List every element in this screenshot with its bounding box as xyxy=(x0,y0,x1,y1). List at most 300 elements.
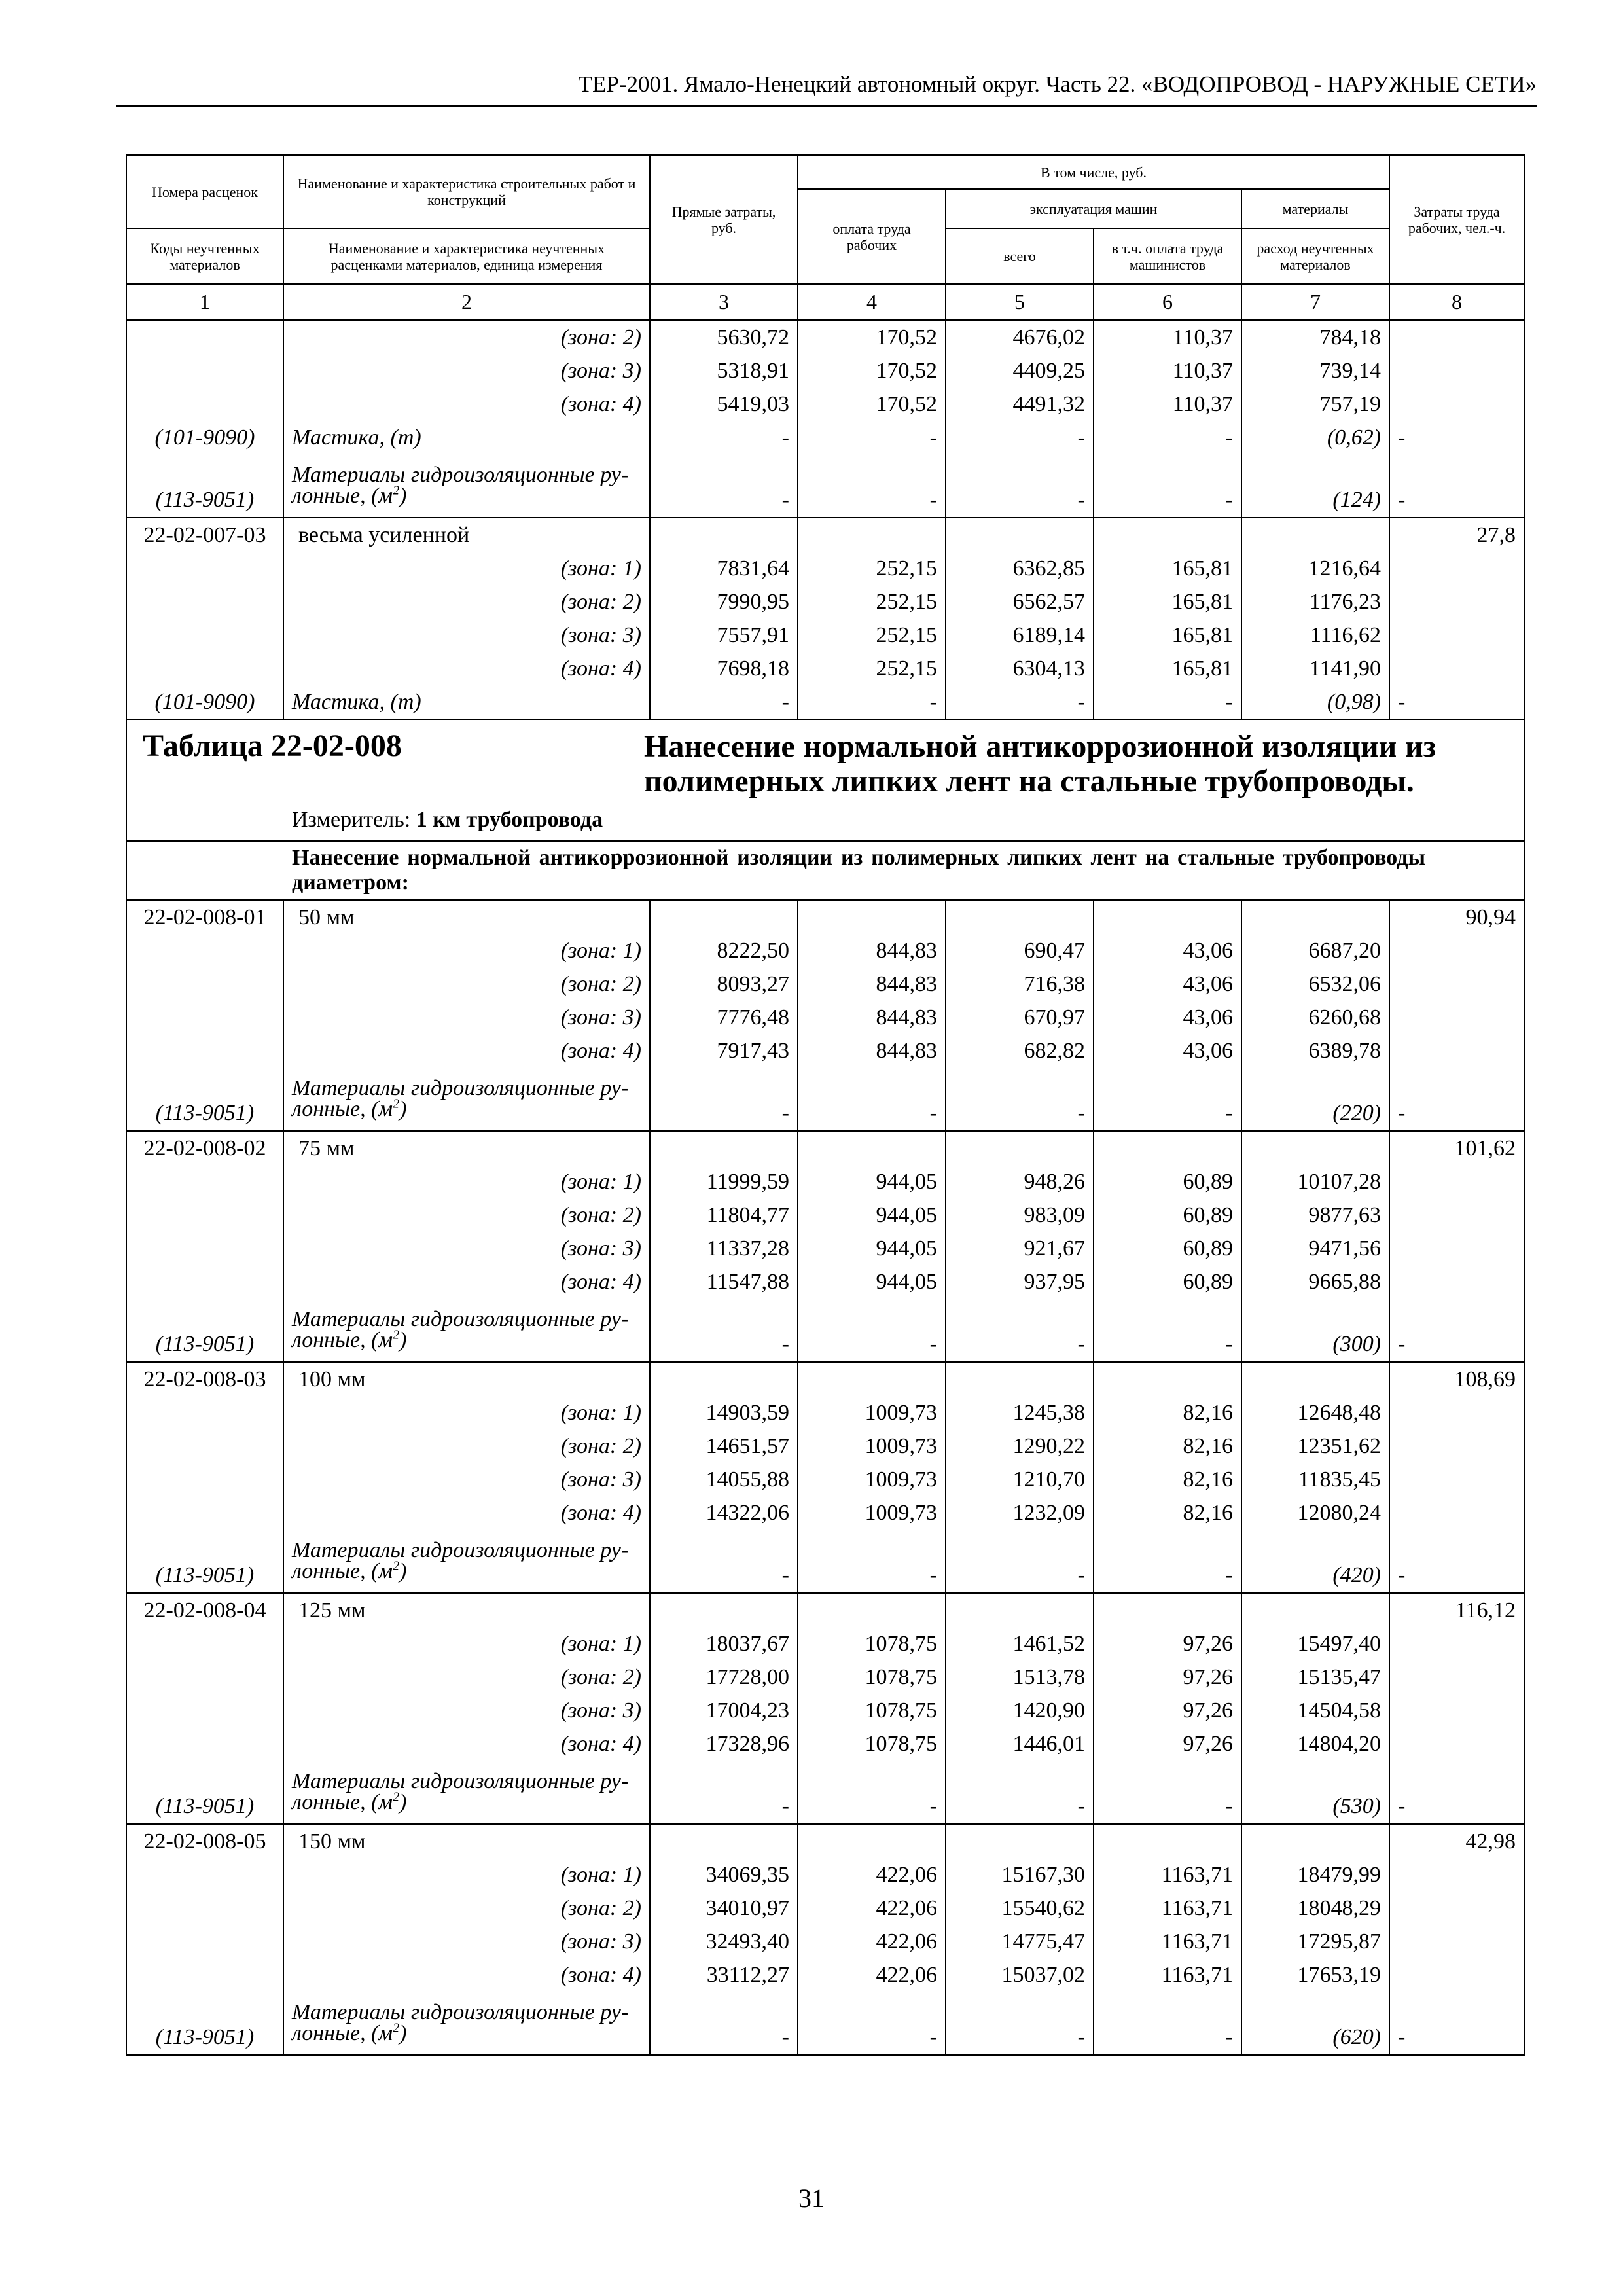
code-cell xyxy=(126,1265,283,1299)
machinist-pay-value: 97,26 xyxy=(1094,1727,1241,1761)
material-name-line1: Материалы гидроизоляционные ру- xyxy=(292,2000,629,2024)
dash-cell: - xyxy=(946,1992,1094,2055)
value-cell xyxy=(798,1824,946,1858)
value-cell xyxy=(1241,1824,1389,1858)
direct-cost-value: 17004,23 xyxy=(650,1694,798,1727)
machines-total-value: 1232,09 xyxy=(946,1496,1094,1530)
dash-cell: - xyxy=(1094,454,1241,518)
zone-label: (зона: 3) xyxy=(283,1694,650,1727)
rate-block-22-02-007-03 xyxy=(126,518,1524,719)
materials-value: 9665,88 xyxy=(1241,1265,1389,1299)
zone-row xyxy=(126,619,1524,652)
zone-label: (зона: 3) xyxy=(283,1001,650,1034)
labor-pay-value: 170,52 xyxy=(798,387,946,421)
dash-cell: - xyxy=(798,685,946,719)
table-title-block xyxy=(126,719,1524,900)
unit-exponent: 2 xyxy=(393,1789,400,1804)
zone-label: (зона: 3) xyxy=(283,1925,650,1958)
value-cell xyxy=(798,1362,946,1396)
code-cell xyxy=(126,1858,283,1892)
labor-costs-value xyxy=(1389,585,1524,619)
dash-cell: - xyxy=(946,1761,1094,1824)
dash-cell: - xyxy=(650,454,798,518)
materials-value: 739,14 xyxy=(1241,354,1389,387)
zone-label: (зона: 2) xyxy=(283,1892,650,1925)
direct-cost-value: 11804,77 xyxy=(650,1198,798,1232)
materials-value: 6260,68 xyxy=(1241,1001,1389,1034)
dash-cell: - xyxy=(798,1067,946,1131)
materials-value: 17295,87 xyxy=(1241,1925,1389,1958)
machinist-pay-value: 110,37 xyxy=(1094,320,1241,354)
labor-costs-value xyxy=(1389,1198,1524,1232)
material-row xyxy=(126,685,1524,719)
direct-cost-value: 17328,96 xyxy=(650,1727,798,1761)
labor-costs-value xyxy=(1389,1727,1524,1761)
material-name xyxy=(283,1067,650,1131)
labor-pay-value: 944,05 xyxy=(798,1265,946,1299)
value-cell xyxy=(946,900,1094,934)
dash-cell: - xyxy=(798,1992,946,2055)
rate-row xyxy=(126,1593,1524,1627)
zone-row xyxy=(126,1034,1524,1067)
machinist-pay-value: 43,06 xyxy=(1094,934,1241,967)
labor-costs-value xyxy=(1389,1165,1524,1198)
zone-row xyxy=(126,552,1524,585)
direct-cost-value: 7831,64 xyxy=(650,552,798,585)
dash-cell: - xyxy=(946,1299,1094,1362)
value-cell xyxy=(650,1824,798,1858)
machinist-pay-value: 82,16 xyxy=(1094,1396,1241,1429)
labor-costs-value xyxy=(1389,619,1524,652)
unit-exponent: 2 xyxy=(393,1327,400,1342)
value-cell xyxy=(946,518,1094,552)
materials-value: 9471,56 xyxy=(1241,1232,1389,1265)
material-code: (113-9051) xyxy=(126,1992,283,2055)
labor-costs-value xyxy=(1389,1694,1524,1727)
labor-pay-value: 1009,73 xyxy=(798,1496,946,1530)
code-cell xyxy=(126,320,283,354)
zone-label: (зона: 3) xyxy=(283,354,650,387)
value-cell xyxy=(1094,1362,1241,1396)
material-name-line1: Материалы гидроизоляционные ру- xyxy=(292,1538,629,1562)
zone-label: (зона: 3) xyxy=(283,1463,650,1496)
code-cell xyxy=(126,1232,283,1265)
materials-value: 6389,78 xyxy=(1241,1034,1389,1067)
labor-costs-value xyxy=(1389,1892,1524,1925)
machines-total-value: 670,97 xyxy=(946,1001,1094,1034)
material-row xyxy=(126,421,1524,454)
rate-code: 22-02-008-02 xyxy=(126,1131,283,1165)
section-title: Нанесение нормальной антикоррозионной изоляции из полимерных липких лент на стальные трубопроводы диаметром: xyxy=(292,846,1426,895)
code-cell xyxy=(126,1694,283,1727)
material-row xyxy=(126,1067,1524,1131)
materials-value: 1216,64 xyxy=(1241,552,1389,585)
machinist-pay-value: 97,26 xyxy=(1094,1660,1241,1694)
rate-row xyxy=(126,1824,1524,1858)
zone-label: (зона: 4) xyxy=(283,1265,650,1299)
materials-value: 1116,62 xyxy=(1241,619,1389,652)
materials-value: 1176,23 xyxy=(1241,585,1389,619)
rate-row xyxy=(126,518,1524,552)
rate-name: 75 мм xyxy=(283,1131,650,1165)
zone-label: (зона: 1) xyxy=(283,1165,650,1198)
direct-cost-value: 5419,03 xyxy=(650,387,798,421)
labor-pay-value: 252,15 xyxy=(798,552,946,585)
labor-costs-value xyxy=(1389,552,1524,585)
header-rule xyxy=(116,105,1537,107)
machines-total-value: 1210,70 xyxy=(946,1463,1094,1496)
dash-cell: - xyxy=(798,454,946,518)
unit-exponent: 2 xyxy=(393,2020,400,2036)
labor-costs-value xyxy=(1389,1429,1524,1463)
labor-pay-value: 944,05 xyxy=(798,1232,946,1265)
labor-pay-value: 170,52 xyxy=(798,354,946,387)
zone-label: (зона: 2) xyxy=(283,320,650,354)
labor-pay-value: 252,15 xyxy=(798,652,946,685)
zone-label: (зона: 4) xyxy=(283,1496,650,1530)
zone-row xyxy=(126,585,1524,619)
direct-cost-value: 34010,97 xyxy=(650,1892,798,1925)
dash-cell: - xyxy=(946,421,1094,454)
material-name-close: ) xyxy=(399,2021,407,2045)
labor-costs-value xyxy=(1389,967,1524,1001)
table-title: Нанесение нормальной антикоррозионной изоляции из полимерных липких лент на стальные трубопроводы. xyxy=(644,729,1436,798)
machinist-pay-value: 60,89 xyxy=(1094,1165,1241,1198)
dash-cell: - xyxy=(798,421,946,454)
material-name xyxy=(283,1530,650,1593)
code-cell xyxy=(126,619,283,652)
machines-total-value: 1245,38 xyxy=(946,1396,1094,1429)
material-code: (101-9090) xyxy=(126,685,283,719)
labor-costs-value: 90,94 xyxy=(1389,900,1524,934)
rate-name: весьма усиленной xyxy=(283,518,650,552)
machines-total-value: 983,09 xyxy=(946,1198,1094,1232)
col-number: 8 xyxy=(1389,284,1524,320)
dash-cell: - xyxy=(1094,1067,1241,1131)
zone-label: (зона: 2) xyxy=(283,1429,650,1463)
value-cell xyxy=(1094,1131,1241,1165)
direct-cost-value: 34069,35 xyxy=(650,1858,798,1892)
dash-cell: - xyxy=(1389,454,1524,518)
material-code: (113-9051) xyxy=(126,1530,283,1593)
rate-row xyxy=(126,1362,1524,1396)
zone-label: (зона: 2) xyxy=(283,967,650,1001)
labor-costs-value: 27,8 xyxy=(1389,518,1524,552)
machinist-pay-value: 82,16 xyxy=(1094,1429,1241,1463)
material-name-close: ) xyxy=(399,1790,407,1814)
labor-costs-value: 101,62 xyxy=(1389,1131,1524,1165)
material-quantity: (420) xyxy=(1241,1530,1389,1593)
zone-row xyxy=(126,1463,1524,1496)
dash-cell: - xyxy=(798,1761,946,1824)
rate-name: 150 мм xyxy=(283,1824,650,1858)
labor-pay-value: 422,06 xyxy=(798,1958,946,1992)
dash-cell: - xyxy=(650,1992,798,2055)
material-quantity: (124) xyxy=(1241,454,1389,518)
machines-total-value: 690,47 xyxy=(946,934,1094,967)
value-cell xyxy=(1094,900,1241,934)
code-cell xyxy=(126,652,283,685)
machinist-pay-value: 97,26 xyxy=(1094,1694,1241,1727)
zone-row xyxy=(126,1165,1524,1198)
zone-row xyxy=(126,1496,1524,1530)
labor-pay-value: 422,06 xyxy=(798,1925,946,1958)
zone-label: (зона: 1) xyxy=(283,1858,650,1892)
rate-code: 22-02-007-03 xyxy=(126,518,283,552)
unit-exponent: 2 xyxy=(393,1096,400,1111)
materials-value: 11835,45 xyxy=(1241,1463,1389,1496)
labor-costs-value xyxy=(1389,1958,1524,1992)
machines-total-value: 6189,14 xyxy=(946,619,1094,652)
value-cell xyxy=(650,1131,798,1165)
direct-cost-value: 7917,43 xyxy=(650,1034,798,1067)
value-cell xyxy=(946,1131,1094,1165)
materials-value: 12648,48 xyxy=(1241,1396,1389,1429)
materials-value: 17653,19 xyxy=(1241,1958,1389,1992)
direct-cost-value: 7557,91 xyxy=(650,619,798,652)
code-cell xyxy=(126,934,283,967)
labor-costs-value xyxy=(1389,1034,1524,1067)
direct-cost-value: 11547,88 xyxy=(650,1265,798,1299)
labor-pay-value: 252,15 xyxy=(798,585,946,619)
material-name-line2: лонные, (м xyxy=(292,484,393,508)
machines-total-value: 4409,25 xyxy=(946,354,1094,387)
col-number: 4 xyxy=(798,284,946,320)
labor-costs-value xyxy=(1389,652,1524,685)
running-header: ТЕР-2001. Ямало-Ненецкий автономный округ. Часть 22. «ВОДОПРОВОД - НАРУЖНЫЕ СЕТИ» xyxy=(578,71,1537,97)
material-code: (113-9051) xyxy=(126,1761,283,1824)
dash-cell: - xyxy=(1389,421,1524,454)
machinist-pay-value: 43,06 xyxy=(1094,1001,1241,1034)
zone-label: (зона: 1) xyxy=(283,934,650,967)
zone-row xyxy=(126,354,1524,387)
material-name-close: ) xyxy=(399,484,407,508)
zone-label: (зона: 3) xyxy=(283,1232,650,1265)
material-code: (113-9051) xyxy=(126,1067,283,1131)
dash-cell: - xyxy=(650,685,798,719)
col-header-labor-pay: оплата труда рабочих xyxy=(798,189,946,284)
material-name-line2: лонные, (м xyxy=(292,2021,393,2045)
machines-total-value: 1461,52 xyxy=(946,1627,1094,1660)
value-cell xyxy=(650,900,798,934)
labor-pay-value: 844,83 xyxy=(798,967,946,1001)
zone-label: (зона: 1) xyxy=(283,1396,650,1429)
machinist-pay-value: 1163,71 xyxy=(1094,1892,1241,1925)
code-cell xyxy=(126,1429,283,1463)
material-name xyxy=(283,1992,650,2055)
rate-name: 50 мм xyxy=(283,900,650,934)
direct-cost-value: 14651,57 xyxy=(650,1429,798,1463)
material-name-line1: Материалы гидроизоляционные ру- xyxy=(292,463,629,487)
materials-value: 12080,24 xyxy=(1241,1496,1389,1530)
material-row xyxy=(126,1530,1524,1593)
dash-cell: - xyxy=(946,685,1094,719)
col-header-machinist-pay: в т.ч. оплата труда машинистов xyxy=(1094,228,1241,284)
col-header-labor-costs: Затраты труда рабочих, чел.-ч. xyxy=(1389,155,1524,284)
material-quantity: (0,62) xyxy=(1241,421,1389,454)
labor-pay-value: 944,05 xyxy=(798,1198,946,1232)
code-cell xyxy=(126,1660,283,1694)
code-cell xyxy=(126,1925,283,1958)
zone-label: (зона: 4) xyxy=(283,1958,650,1992)
labor-pay-value: 944,05 xyxy=(798,1165,946,1198)
value-cell xyxy=(798,900,946,934)
measurement-unit-value: 1 км трубопровода xyxy=(416,808,603,832)
machinist-pay-value: 97,26 xyxy=(1094,1627,1241,1660)
zone-label: (зона: 1) xyxy=(283,1627,650,1660)
machines-total-value: 6362,85 xyxy=(946,552,1094,585)
zone-label: (зона: 4) xyxy=(283,652,650,685)
labor-pay-value: 844,83 xyxy=(798,934,946,967)
direct-cost-value: 32493,40 xyxy=(650,1925,798,1958)
material-code: (113-9051) xyxy=(126,454,283,518)
material-quantity: (300) xyxy=(1241,1299,1389,1362)
col-header-including: В том числе, руб. xyxy=(798,155,1389,189)
code-cell xyxy=(126,1463,283,1496)
dash-cell: - xyxy=(1094,421,1241,454)
labor-costs-value xyxy=(1389,320,1524,354)
rate-name: 100 мм xyxy=(283,1362,650,1396)
direct-cost-value: 33112,27 xyxy=(650,1958,798,1992)
machinist-pay-value: 1163,71 xyxy=(1094,1958,1241,1992)
machines-total-value: 682,82 xyxy=(946,1034,1094,1067)
labor-pay-value: 1078,75 xyxy=(798,1627,946,1660)
zone-row xyxy=(126,934,1524,967)
rate-code: 22-02-008-04 xyxy=(126,1593,283,1627)
material-name-line1: Материалы гидроизоляционные ру- xyxy=(292,1307,629,1331)
material-name-line2: лонные, (м xyxy=(292,1559,393,1583)
labor-costs-value xyxy=(1389,1627,1524,1660)
zone-row xyxy=(126,1892,1524,1925)
rate-code: 22-02-008-03 xyxy=(126,1362,283,1396)
labor-pay-value: 844,83 xyxy=(798,1034,946,1067)
value-cell xyxy=(1241,1362,1389,1396)
dash-cell: - xyxy=(1389,1761,1524,1824)
material-name xyxy=(283,1761,650,1824)
machinist-pay-value: 165,81 xyxy=(1094,552,1241,585)
value-cell xyxy=(946,1362,1094,1396)
materials-value: 15497,40 xyxy=(1241,1627,1389,1660)
direct-cost-value: 8222,50 xyxy=(650,934,798,967)
machines-total-value: 6304,13 xyxy=(946,652,1094,685)
rates-table xyxy=(126,154,1525,2056)
col-header-unaccounted-materials: расход неучтенных материалов xyxy=(1241,228,1389,284)
zone-row xyxy=(126,1958,1524,1992)
labor-pay-value: 252,15 xyxy=(798,619,946,652)
code-cell xyxy=(126,1198,283,1232)
direct-cost-value: 11337,28 xyxy=(650,1232,798,1265)
col-header-material-codes: Коды неучтенных материалов xyxy=(126,228,283,284)
zone-row xyxy=(126,320,1524,354)
col-header-work-name: Наименование и характеристика строительных работ и конструкций xyxy=(283,155,650,228)
col-number: 2 xyxy=(283,284,650,320)
zone-label: (зона: 4) xyxy=(283,1727,650,1761)
material-code: (113-9051) xyxy=(126,1299,283,1362)
material-name-line2: лонные, (м xyxy=(292,1790,393,1814)
code-cell xyxy=(126,585,283,619)
material-name-close: ) xyxy=(399,1097,407,1121)
machines-total-value: 716,38 xyxy=(946,967,1094,1001)
dash-cell: - xyxy=(798,1299,946,1362)
col-number: 3 xyxy=(650,284,798,320)
labor-pay-value: 1009,73 xyxy=(798,1429,946,1463)
col-header-machines-total: всего xyxy=(946,228,1094,284)
value-cell xyxy=(1241,1131,1389,1165)
dash-cell: - xyxy=(1389,1992,1524,2055)
machines-total-value: 14775,47 xyxy=(946,1925,1094,1958)
material-row xyxy=(126,454,1524,518)
labor-pay-value: 170,52 xyxy=(798,320,946,354)
materials-value: 18479,99 xyxy=(1241,1858,1389,1892)
zone-label: (зона: 3) xyxy=(283,619,650,652)
code-cell xyxy=(126,387,283,421)
direct-cost-value: 14055,88 xyxy=(650,1463,798,1496)
machinist-pay-value: 60,89 xyxy=(1094,1232,1241,1265)
materials-value: 757,19 xyxy=(1241,387,1389,421)
value-cell xyxy=(1094,1824,1241,1858)
dash-cell: - xyxy=(946,1067,1094,1131)
value-cell xyxy=(798,1593,946,1627)
labor-costs-value: 108,69 xyxy=(1389,1362,1524,1396)
machines-total-value: 15037,02 xyxy=(946,1958,1094,1992)
direct-cost-value: 5318,91 xyxy=(650,354,798,387)
labor-pay-value: 1078,75 xyxy=(798,1727,946,1761)
zone-row xyxy=(126,1396,1524,1429)
zone-label: (зона: 2) xyxy=(283,1198,650,1232)
dash-cell: - xyxy=(1094,1761,1241,1824)
code-cell xyxy=(126,967,283,1001)
zone-label: (зона: 4) xyxy=(283,1034,650,1067)
zone-row xyxy=(126,1925,1524,1958)
table-head xyxy=(126,155,1524,320)
code-cell xyxy=(126,1165,283,1198)
direct-cost-value: 7698,18 xyxy=(650,652,798,685)
labor-costs-value xyxy=(1389,1463,1524,1496)
direct-cost-value: 17728,00 xyxy=(650,1660,798,1694)
machines-total-value: 4491,32 xyxy=(946,387,1094,421)
materials-value: 14804,20 xyxy=(1241,1727,1389,1761)
dash-cell: - xyxy=(1389,1299,1524,1362)
labor-costs-value xyxy=(1389,1496,1524,1530)
code-cell xyxy=(126,552,283,585)
value-cell xyxy=(1241,1593,1389,1627)
labor-pay-value: 422,06 xyxy=(798,1892,946,1925)
dash-cell: - xyxy=(946,1530,1094,1593)
col-header-rate-numbers: Номера расценок xyxy=(126,155,283,228)
material-row xyxy=(126,1992,1524,2055)
machinist-pay-value: 110,37 xyxy=(1094,387,1241,421)
machinist-pay-value: 1163,71 xyxy=(1094,1858,1241,1892)
materials-value: 9877,63 xyxy=(1241,1198,1389,1232)
material-quantity: (620) xyxy=(1241,1992,1389,2055)
material-name-close: ) xyxy=(399,1328,407,1352)
zone-row xyxy=(126,967,1524,1001)
value-cell xyxy=(1094,518,1241,552)
code-cell xyxy=(126,1892,283,1925)
measurement-unit xyxy=(127,808,1524,833)
dash-cell: - xyxy=(650,1761,798,1824)
dash-cell: - xyxy=(1389,1067,1524,1131)
value-cell xyxy=(1241,900,1389,934)
code-cell xyxy=(126,1034,283,1067)
labor-costs-value xyxy=(1389,354,1524,387)
materials-value: 12351,62 xyxy=(1241,1429,1389,1463)
labor-pay-value: 422,06 xyxy=(798,1858,946,1892)
machinist-pay-value: 60,89 xyxy=(1094,1198,1241,1232)
value-cell xyxy=(650,1362,798,1396)
dash-cell: - xyxy=(650,1299,798,1362)
code-cell xyxy=(126,1001,283,1034)
